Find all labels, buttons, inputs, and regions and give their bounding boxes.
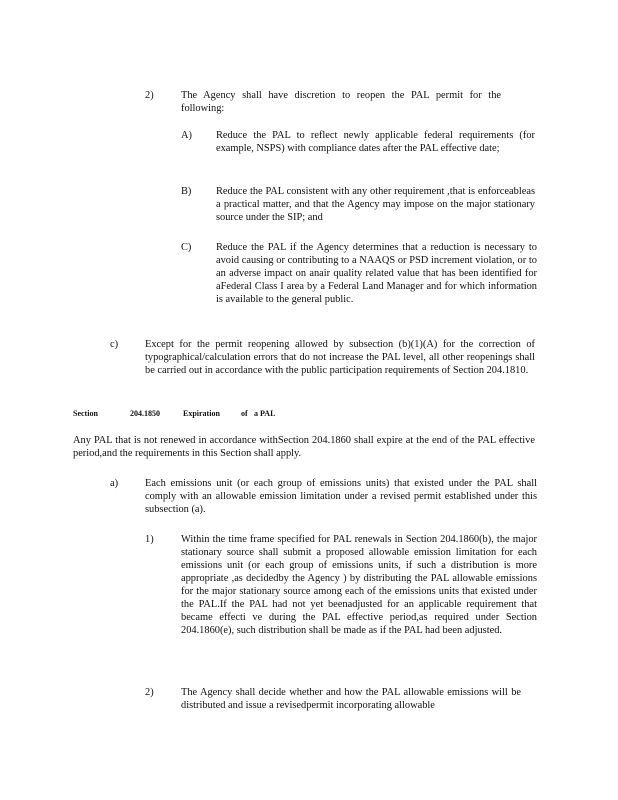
list-marker: 2) — [145, 90, 154, 101]
list-marker: a) — [110, 478, 119, 489]
section-heading — [73, 408, 275, 419]
list-marker: B) — [181, 186, 192, 197]
list-marker: c) — [110, 339, 119, 350]
list-marker: 2) — [145, 687, 154, 698]
section-label: Section — [73, 409, 98, 418]
list-item-text: Within the time frame specified for PAL renewals in Section 204.1860(b), the major stationary source shall submit a proposed allowable emission limitation for each emissions unit (or each group of emissions units, if such a distribution is more appropriate ,as decidedby the Agency ) by distributing the PAL allowable emissions for the major stationary source among each of the emissions units that existed under the PAL.If the PAL had not yet beenadjusted for an applicable requirement that became effecti ve during the PAL effective period,as required under Section 204.1860(e), such distribution shall be made as if the PAL had been adjusted. — [181, 534, 537, 636]
section-number: 204.1850 — [130, 409, 160, 418]
list-marker: C) — [181, 242, 192, 253]
list-item-text: The Agency shall decide whether and how the PAL allowable emissions will be distributed and issue a revisedpermit incorporating allowable — [181, 687, 521, 711]
list-marker: 1) — [145, 534, 154, 545]
list-item-text: Reduce the PAL consistent with any other requirement ,that is enforceableas a practical matter, and that the Agency may impose on the major stationary source under the SIP; and — [216, 186, 535, 223]
list-item-text: Reduce the PAL to reflect newly applicable federal requirements (for example, NSPS) with compliance dates after the PAL effective date; — [216, 130, 535, 154]
section-suffix: a PAL — [254, 409, 276, 418]
list-marker: A) — [181, 130, 192, 141]
list-item-text: Each emissions unit (or each group of emissions units) that existed under the PAL shall comply with an allowable emission limitation under a revised permit established under this subsection (a). — [145, 478, 537, 515]
section-of: of — [241, 409, 248, 418]
section-title: Expiration — [183, 409, 220, 418]
list-item-text: The Agency shall have discretion to reopen the PAL permit for the following: — [181, 90, 501, 114]
list-item-text: Except for the permit reopening allowed by subsection (b)(1)(A) for the correction of typographical/calculation errors that do not increase the PAL level, all other reopenings shall be carried out in accordance with the public participation requirements of Section 204.1810. — [145, 339, 535, 376]
section-paragraph: Any PAL that is not renewed in accordance withSection 204.1860 shall expire at the end of the PAL effective period,and the requirements in this Section shall apply. — [73, 435, 535, 459]
list-item-text: Reduce the PAL if the Agency determines that a reduction is necessary to avoid causing or contributing to a NAAQS or PSD increment violation, or to an adverse impact on anair quality related value that has been identified for aFederal Class I area by a Federal Land Manager and for which information is available to the general public. — [216, 242, 537, 305]
